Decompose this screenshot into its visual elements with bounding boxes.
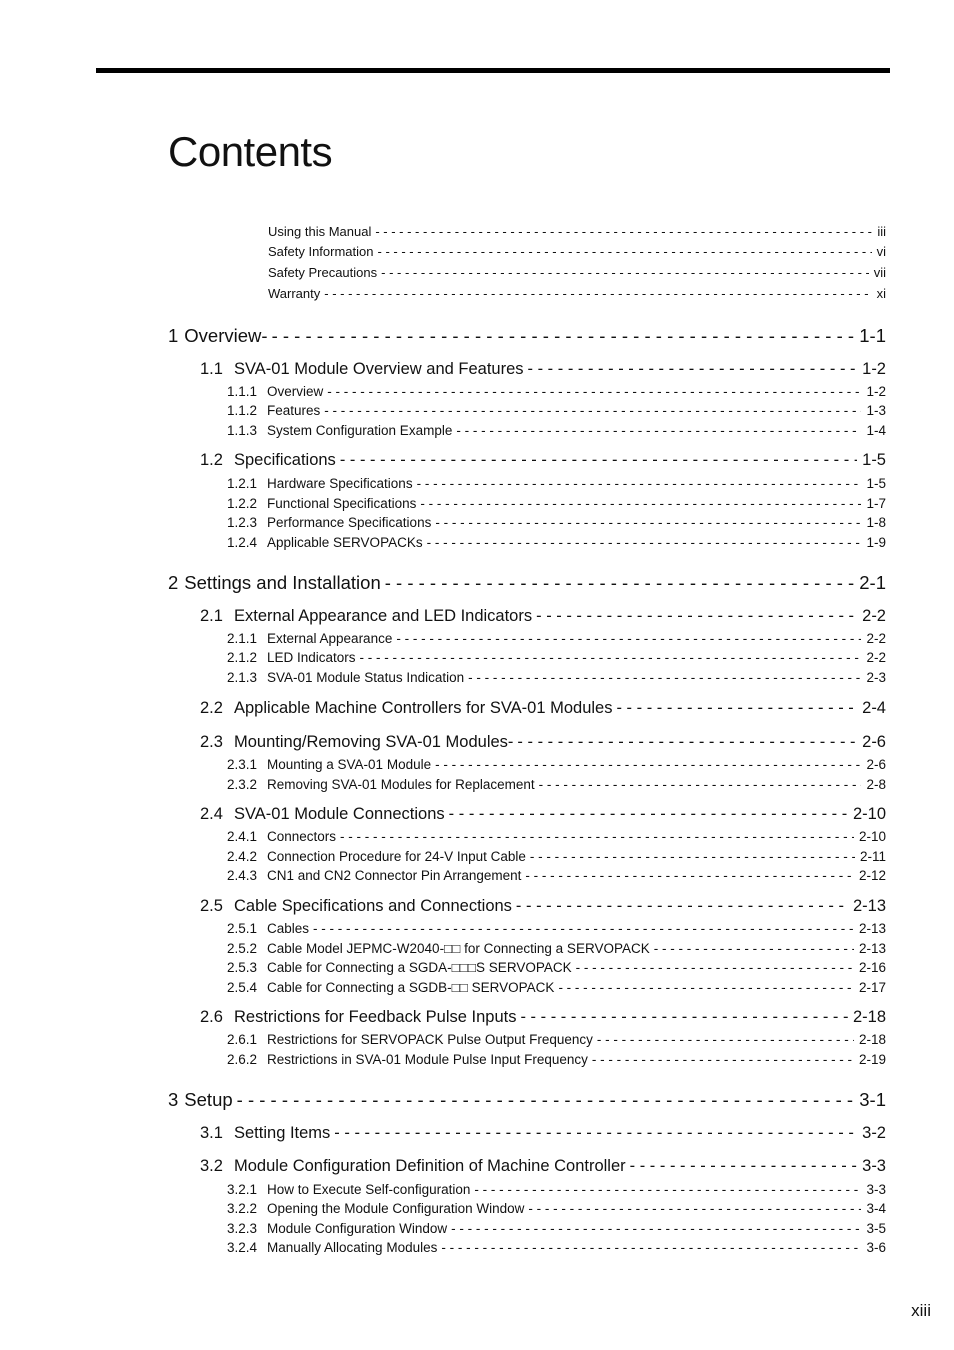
toc-entry-label: Performance Specifications bbox=[267, 515, 432, 530]
toc-entry-page: 1-4 bbox=[866, 423, 886, 438]
toc-entry[interactable] bbox=[168, 1089, 886, 1113]
dot-leader bbox=[396, 631, 861, 646]
toc-entry-page: 1-7 bbox=[866, 496, 886, 511]
toc-entry-label: Module Configuration Definition of Machine Controller bbox=[234, 1157, 626, 1175]
toc-entry[interactable] bbox=[227, 1221, 886, 1238]
dot-leader bbox=[427, 535, 862, 550]
toc-entry-number: 2.1.1 bbox=[227, 631, 258, 646]
dot-leader bbox=[616, 699, 857, 718]
toc-entry[interactable] bbox=[200, 897, 886, 919]
page-number: xiii bbox=[911, 1301, 931, 1320]
toc-entry-page: 3-6 bbox=[866, 1240, 886, 1255]
toc-entry[interactable] bbox=[227, 535, 886, 552]
toc-entry-label: Manually Allocating Modules bbox=[267, 1240, 438, 1255]
toc-entry-number: 2.6 bbox=[200, 1008, 223, 1026]
dot-leader bbox=[528, 360, 858, 379]
toc-entry-label: Connection Procedure for 24-V Input Cable bbox=[267, 849, 526, 864]
toc-entry-number: 2.1.3 bbox=[227, 670, 258, 685]
toc-entry-label: Restrictions in SVA-01 Module Pulse Input Frequency bbox=[267, 1052, 588, 1067]
toc-entry-number: 2.5.2 bbox=[227, 941, 258, 956]
toc-entry-number: 1.1.3 bbox=[227, 423, 258, 438]
toc-entry-page: 1-2 bbox=[866, 384, 886, 399]
dot-leader bbox=[324, 286, 871, 301]
toc-entry[interactable] bbox=[168, 325, 886, 349]
toc-entry-label: SVA-01 Module Overview and Features bbox=[234, 360, 524, 378]
toc-entry-page: 2-12 bbox=[858, 868, 886, 883]
toc-entry[interactable] bbox=[200, 607, 886, 629]
toc-entry-page: 1-9 bbox=[866, 535, 886, 550]
dot-leader bbox=[334, 1124, 857, 1143]
dot-leader bbox=[451, 1221, 861, 1236]
toc-entry[interactable] bbox=[227, 849, 886, 866]
toc-entry[interactable] bbox=[227, 980, 886, 997]
toc-entry[interactable] bbox=[227, 960, 886, 977]
toc-entry[interactable] bbox=[227, 384, 886, 401]
toc-entry-page: 1-5 bbox=[866, 476, 886, 491]
toc-entry-label: Safety Precautions bbox=[268, 265, 378, 280]
toc-entry-page: 2-10 bbox=[858, 829, 886, 844]
toc-entry-label: Restrictions for Feedback Pulse Inputs bbox=[234, 1008, 517, 1026]
toc-entry[interactable] bbox=[200, 699, 886, 721]
toc-entry[interactable] bbox=[200, 1008, 886, 1030]
toc-entry-label: Safety Information bbox=[268, 244, 374, 259]
dot-leader bbox=[558, 980, 854, 995]
dot-leader bbox=[378, 244, 872, 259]
toc-entry[interactable] bbox=[227, 1032, 886, 1049]
toc-entry-page: 1-5 bbox=[862, 451, 886, 469]
toc-entry-number: 1.2.3 bbox=[227, 515, 258, 530]
toc-entry-page: 2-18 bbox=[852, 1008, 886, 1026]
toc-entry[interactable] bbox=[227, 1201, 886, 1218]
toc-entry-page: 2-18 bbox=[858, 1032, 886, 1047]
dot-leader bbox=[381, 265, 869, 280]
toc-entry-page: 2-3 bbox=[866, 670, 886, 685]
page-title: Contents bbox=[168, 128, 333, 175]
toc-entry[interactable] bbox=[268, 224, 886, 240]
dot-leader bbox=[237, 1089, 855, 1111]
toc-entry[interactable] bbox=[268, 244, 886, 260]
toc-entry[interactable] bbox=[200, 805, 886, 827]
toc-entry-page: 2-8 bbox=[866, 777, 886, 792]
toc-entry[interactable] bbox=[227, 1052, 886, 1069]
toc-entry-label: SVA-01 Module Status Indication bbox=[267, 670, 465, 685]
toc-entry[interactable] bbox=[200, 360, 886, 382]
toc-entry[interactable] bbox=[227, 757, 886, 774]
toc-entry-number: 3.2.3 bbox=[227, 1221, 258, 1236]
dot-leader bbox=[375, 224, 872, 239]
toc-entry-label: Functional Specifications bbox=[267, 496, 417, 511]
toc-entry-page: 3-2 bbox=[862, 1124, 886, 1142]
toc-entry-page: iii bbox=[877, 224, 886, 239]
toc-entry[interactable] bbox=[227, 650, 886, 667]
toc-entry-number: 2.6.1 bbox=[227, 1032, 258, 1047]
header-rule bbox=[96, 68, 890, 73]
toc-entry-number: 2.5.3 bbox=[227, 960, 258, 975]
toc-entry-page: 2-2 bbox=[866, 650, 886, 665]
toc-entry-label: Mounting a SVA-01 Module bbox=[267, 757, 432, 772]
toc-entry-number: 3.2.1 bbox=[227, 1182, 258, 1197]
toc-entry-number: 2.3.1 bbox=[227, 757, 258, 772]
toc-entry-label: Opening the Module Configuration Window bbox=[267, 1201, 525, 1216]
dot-leader bbox=[340, 451, 857, 470]
toc-entry[interactable] bbox=[227, 921, 886, 938]
toc-entry-label: Module Configuration Window bbox=[267, 1221, 448, 1236]
toc-entry-number: 2.4.3 bbox=[227, 868, 258, 883]
toc-entry-number: 2.4 bbox=[200, 805, 223, 823]
toc-entry-page: 3-5 bbox=[866, 1221, 886, 1236]
toc-entry-label: Features bbox=[267, 403, 321, 418]
toc-entry-page: 2-11 bbox=[859, 849, 886, 864]
toc-entry-label: How to Execute Self-configuration bbox=[267, 1182, 471, 1197]
toc-entry-number: 1.2.1 bbox=[227, 476, 258, 491]
dot-leader bbox=[517, 733, 857, 752]
toc-entry-label: Settings and Installation bbox=[184, 572, 381, 593]
toc-entry[interactable] bbox=[168, 572, 886, 596]
toc-entry-page: 3-4 bbox=[866, 1201, 886, 1216]
toc-entry-page: 2-2 bbox=[866, 631, 886, 646]
toc-entry-page: 2-4 bbox=[862, 699, 886, 717]
toc-entry-label: Warranty bbox=[268, 286, 321, 301]
toc-entry-label: SVA-01 Module Connections bbox=[234, 805, 445, 823]
toc-entry[interactable] bbox=[227, 1182, 886, 1199]
dot-leader bbox=[417, 476, 862, 491]
dot-leader bbox=[654, 941, 854, 956]
toc-entry-number: 2.2 bbox=[200, 699, 223, 717]
dot-leader bbox=[360, 650, 862, 665]
toc-entry[interactable] bbox=[200, 451, 886, 473]
dot-leader bbox=[474, 1182, 861, 1197]
toc-entry-number: 1.2 bbox=[200, 451, 223, 469]
toc-entry-page: 3-3 bbox=[862, 1157, 886, 1175]
toc-entry-label: Specifications bbox=[234, 451, 336, 469]
toc-entry-number: 1 bbox=[168, 325, 179, 346]
toc-entry-number: 3.2 bbox=[200, 1157, 223, 1175]
dot-leader bbox=[435, 515, 861, 530]
toc-entry-label: Applicable Machine Controllers for SVA-01 Modules bbox=[234, 699, 613, 717]
toc-entry[interactable] bbox=[227, 476, 886, 493]
dot-leader bbox=[576, 960, 854, 975]
toc-entry-label: Restrictions for SERVOPACK Pulse Output Frequency bbox=[267, 1032, 593, 1047]
toc-entry-page: 1-3 bbox=[866, 403, 886, 418]
toc-entry-label: Removing SVA-01 Modules for Replacement bbox=[267, 777, 535, 792]
toc-entry-page: 2-13 bbox=[858, 941, 886, 956]
dot-leader bbox=[456, 423, 861, 438]
toc-entry-number: 1.2.4 bbox=[227, 535, 258, 550]
toc-entry[interactable] bbox=[200, 1157, 886, 1179]
dot-leader bbox=[530, 849, 855, 864]
toc-entry-number: 2.3 bbox=[200, 733, 223, 751]
dot-leader bbox=[327, 384, 861, 399]
toc-entry-label: External Appearance and LED Indicators bbox=[234, 607, 533, 625]
toc-entry-label: Cable Specifications and Connections bbox=[234, 897, 512, 915]
dot-leader bbox=[528, 1201, 861, 1216]
toc-entry-page: 2-19 bbox=[858, 1052, 886, 1067]
toc-entry[interactable] bbox=[200, 733, 886, 755]
dot-leader bbox=[468, 670, 861, 685]
dot-leader bbox=[520, 1008, 848, 1027]
toc-entry-label: Using this Manual bbox=[268, 224, 372, 239]
toc-entry-number: 2.1.2 bbox=[227, 650, 258, 665]
toc-entry-label: Applicable SERVOPACKs bbox=[267, 535, 423, 550]
dot-leader bbox=[539, 777, 862, 792]
dot-leader bbox=[449, 805, 848, 824]
toc-entry-number: 2.5.4 bbox=[227, 980, 258, 995]
toc-entry[interactable] bbox=[227, 1240, 886, 1257]
toc-entry-number: 2.5 bbox=[200, 897, 223, 915]
toc-entry-number: 3.2.2 bbox=[227, 1201, 258, 1216]
toc-entry-page: 2-17 bbox=[858, 980, 886, 995]
toc-entry[interactable] bbox=[268, 265, 886, 281]
toc-entry-number: 2.3.2 bbox=[227, 777, 258, 792]
toc-entry-label: Cables bbox=[267, 921, 310, 936]
toc-entry-page: 3-3 bbox=[866, 1182, 886, 1197]
toc-entry-page: 2-16 bbox=[858, 960, 886, 975]
dot-leader bbox=[340, 829, 854, 844]
toc-entry-label: Cable for Connecting a SGDB-□□ SERVOPACK bbox=[267, 980, 555, 995]
toc-entry-page: vii bbox=[873, 265, 886, 280]
toc-entry-number: 2.6.2 bbox=[227, 1052, 258, 1067]
toc-entry-label: Cable for Connecting a SGDA-□□□S SERVOPACK bbox=[267, 960, 572, 975]
dot-leader bbox=[420, 496, 861, 511]
toc-entry-page: 1-8 bbox=[866, 515, 886, 530]
toc-entry[interactable] bbox=[268, 286, 886, 302]
toc-entry-page: 2-6 bbox=[862, 733, 886, 751]
toc-entry-page: 2-10 bbox=[852, 805, 886, 823]
toc-entry-page: 2-6 bbox=[866, 757, 886, 772]
toc-entry[interactable] bbox=[200, 1124, 886, 1146]
toc-entry[interactable] bbox=[227, 868, 886, 885]
toc-entry-label: Mounting/Removing SVA-01 Modules- bbox=[234, 733, 514, 751]
toc-entry-number: 3.1 bbox=[200, 1124, 223, 1142]
toc-entry-page: 2-1 bbox=[859, 572, 886, 593]
dot-leader bbox=[313, 921, 854, 936]
toc-entry-page: 1-1 bbox=[859, 325, 886, 346]
toc-entry-page: 2-2 bbox=[862, 607, 886, 625]
dot-leader bbox=[385, 572, 855, 594]
dot-leader bbox=[597, 1032, 854, 1047]
toc-entry[interactable] bbox=[227, 829, 886, 846]
toc-entry-number: 1.1.1 bbox=[227, 384, 258, 399]
dot-leader bbox=[516, 897, 848, 916]
toc-entry[interactable] bbox=[227, 515, 886, 532]
toc-entry-label: System Configuration Example bbox=[267, 423, 453, 438]
toc-entry-label: Overview bbox=[267, 384, 324, 399]
toc-entry-number: 3.2.4 bbox=[227, 1240, 258, 1255]
toc-entry[interactable] bbox=[227, 941, 886, 958]
dot-leader bbox=[630, 1157, 858, 1176]
dot-leader bbox=[324, 403, 861, 418]
toc-entry-label: External Appearance bbox=[267, 631, 393, 646]
dot-leader bbox=[435, 757, 861, 772]
toc-entry[interactable] bbox=[227, 631, 886, 648]
toc-entry-number: 1.1.2 bbox=[227, 403, 258, 418]
toc-entry-number: 2.4.1 bbox=[227, 829, 258, 844]
toc-entry[interactable] bbox=[227, 403, 886, 420]
toc-entry-label: LED Indicators bbox=[267, 650, 356, 665]
toc-entry-label: Connectors bbox=[267, 829, 337, 844]
toc-entry[interactable] bbox=[227, 670, 886, 687]
toc-entry-page: xi bbox=[876, 286, 886, 301]
toc-entry-number: 3 bbox=[168, 1089, 179, 1110]
dot-leader bbox=[525, 868, 854, 883]
toc-entry-label: Overview- bbox=[184, 325, 268, 346]
toc-entry-label: Setting Items bbox=[234, 1124, 331, 1142]
dot-leader bbox=[441, 1240, 861, 1255]
toc-entry-page: 2-13 bbox=[858, 921, 886, 936]
toc-entry-page: 3-1 bbox=[859, 1089, 886, 1110]
toc-entry-label: Setup bbox=[184, 1089, 233, 1110]
toc-entry-page: 1-2 bbox=[862, 360, 886, 378]
toc-entry-label: Cable Model JEPMC-W2040-□□ for Connecting a SERVOPACK bbox=[267, 941, 650, 956]
toc-entry-page: vi bbox=[876, 244, 886, 259]
toc-entry[interactable] bbox=[227, 777, 886, 794]
toc-entry-label: Hardware Specifications bbox=[267, 476, 413, 491]
toc-entry[interactable] bbox=[227, 496, 886, 513]
toc-entry-page: 2-13 bbox=[852, 897, 886, 915]
toc-entry-number: 2.5.1 bbox=[227, 921, 258, 936]
dot-leader bbox=[272, 325, 855, 347]
dot-leader bbox=[592, 1052, 854, 1067]
toc-entry-number: 1.1 bbox=[200, 360, 223, 378]
toc-entry-label: CN1 and CN2 Connector Pin Arrangement bbox=[267, 868, 522, 883]
toc-entry[interactable] bbox=[227, 423, 886, 440]
toc-entry-number: 2.1 bbox=[200, 607, 223, 625]
dot-leader bbox=[536, 607, 857, 626]
toc-entry-number: 2 bbox=[168, 572, 179, 593]
toc-entry-number: 2.4.2 bbox=[227, 849, 258, 864]
toc-entry-number: 1.2.2 bbox=[227, 496, 258, 511]
